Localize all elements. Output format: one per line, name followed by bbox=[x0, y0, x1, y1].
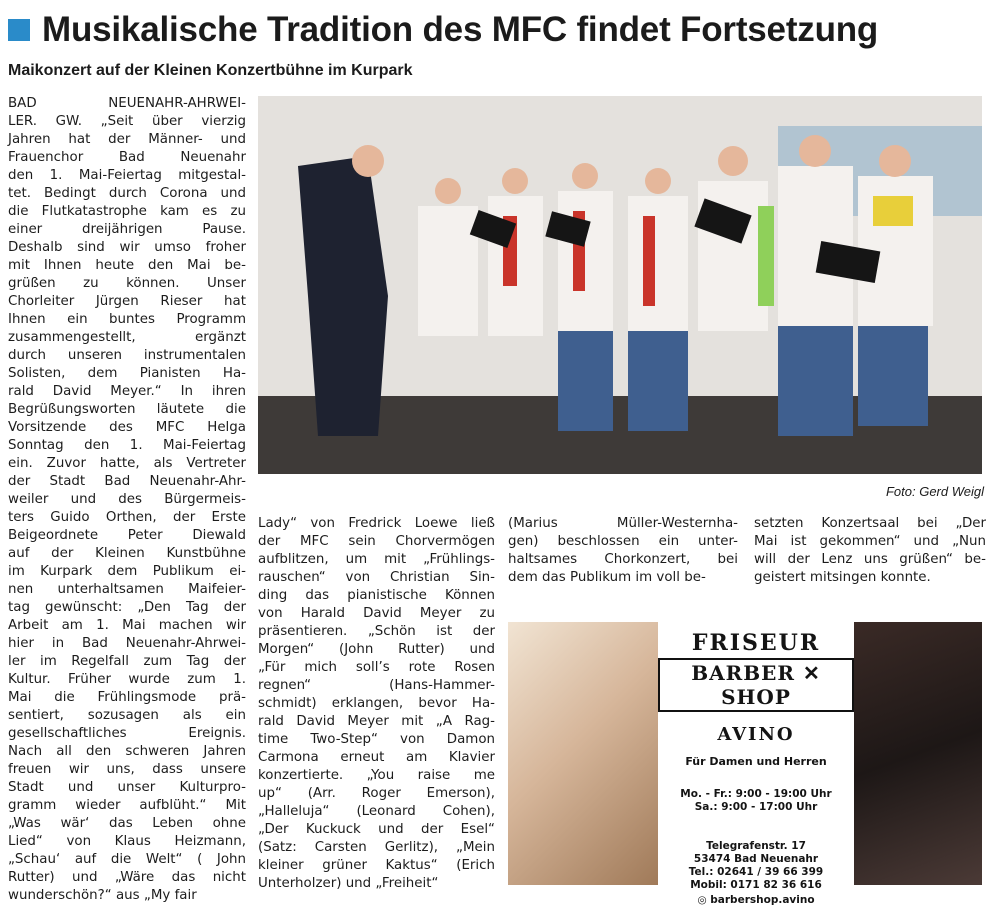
article-line: tet. Bedingt durch Corona und bbox=[8, 186, 246, 201]
article-line: Rutter) und „Wäre das nicht bbox=[8, 870, 246, 885]
article-line: up“ (Arr. Roger Emerson), bbox=[258, 786, 495, 801]
article-line: Jahren hat der Männer- und bbox=[8, 132, 246, 147]
article-line: grüßen zu können. Unser bbox=[8, 276, 246, 291]
article-line: mit Ihnen heute den Mai be- bbox=[8, 258, 246, 273]
instagram-icon: ◎ bbox=[697, 894, 711, 906]
article-line: Nach all den schweren Jahren bbox=[8, 744, 246, 759]
article-line: der MFC sein Chorvermögen bbox=[258, 534, 495, 549]
article-line: tag gewünscht: „Den Tag der bbox=[8, 600, 246, 615]
ad-barber-image bbox=[854, 622, 982, 885]
article-line: Beigeordnete Peter Diewald bbox=[8, 528, 246, 543]
headline-marker bbox=[8, 19, 30, 41]
ad-hours-saturday: Sa.: 9:00 - 17:00 Uhr bbox=[694, 801, 818, 813]
article-line: Morgen“ (John Rutter) und bbox=[258, 642, 495, 657]
article-line: „Halleluja“ (Leonard Cohen), bbox=[258, 804, 495, 819]
article-line: Begrüßungsworten läutete die bbox=[8, 402, 246, 417]
article-line: von Harald David Meyer zu bbox=[258, 606, 495, 621]
article-line: (Satz: Carsten Gerlitz), „Mein bbox=[258, 840, 495, 855]
article-line: Arbeit am 1. Mai machen wir bbox=[8, 618, 246, 633]
article-line: konzertierte. „You raise me bbox=[258, 768, 495, 783]
choir-photo bbox=[258, 96, 982, 474]
subheadline: Maikonzert auf der Kleinen Konzertbühne im Kurpark bbox=[8, 62, 413, 79]
article-line: Kultur. Früher wurde zum 1. bbox=[8, 672, 246, 687]
article-line: durch unseren instrumentalen bbox=[8, 348, 246, 363]
ad-contact bbox=[658, 840, 854, 892]
article-line: ding das pianistische Können bbox=[258, 588, 495, 603]
article-line: ein. Zuvor hatte, als Vertreter bbox=[8, 456, 246, 471]
article-line: ler im Regelfall zum Tag der bbox=[8, 654, 246, 669]
article-line: Vorsitzende des MFC Helga bbox=[8, 420, 246, 435]
article-line: aufblitzen, um mit „Frühlings- bbox=[258, 552, 495, 567]
headline: Musikalische Tradition des MFC findet Fortsetzung bbox=[42, 10, 879, 49]
article-line: Lady“ von Fredrick Loewe ließ bbox=[258, 516, 495, 531]
article-line: die Flutkatastrophe kam es zu bbox=[8, 204, 246, 219]
article-line: rald David Meyer mit „A Rag- bbox=[258, 714, 495, 729]
barbershop-advertisement bbox=[508, 622, 982, 906]
article-line: hier in Bad Neuenahr-Ahrwei- bbox=[8, 636, 246, 651]
article-line: (Marius Müller-Westernha- bbox=[508, 516, 738, 531]
headline-block bbox=[8, 10, 878, 50]
ad-instagram bbox=[658, 894, 854, 907]
article-line: zusammengestellt, ergänzt bbox=[8, 330, 246, 345]
article-column-1 bbox=[8, 95, 246, 905]
article-line: freuen wir uns, dass unsere bbox=[8, 762, 246, 777]
article-line: LER. GW. „Seit über vierzig bbox=[8, 114, 246, 129]
article-line: time Two-Step“ von Damon bbox=[258, 732, 495, 747]
ad-street: Telegrafenstr. 17 bbox=[706, 840, 806, 852]
article-line: Frauenchor Bad Neuenahr bbox=[8, 150, 246, 165]
article-line: Solisten, dem Pianisten Ha- bbox=[8, 366, 246, 381]
article-line: haltsames Chorkonzert, bei bbox=[508, 552, 738, 567]
article-line: wunderschön?“ aus „My fair bbox=[8, 888, 197, 903]
ad-instagram-handle: barbershop.avino bbox=[710, 894, 815, 906]
article-line: präsentieren. „Schön ist der bbox=[258, 624, 495, 639]
ad-title: FRISEUR bbox=[691, 630, 821, 656]
article-line: will der Lenz uns grüßen“ be- bbox=[754, 552, 986, 567]
article-line: Chorleiter Jürgen Rieser hat bbox=[8, 294, 246, 309]
article-column-2 bbox=[258, 515, 495, 893]
article-line: Mai die Frühlingsmode prä- bbox=[8, 690, 246, 705]
ad-barbershop-label: BARBER ✕ SHOP bbox=[658, 658, 854, 712]
article-line: regnen“ (Hans-Hammer- bbox=[258, 678, 495, 693]
ad-phone: Tel.: 02641 / 39 66 399 bbox=[688, 866, 824, 878]
article-line: „Für mich soll’s rote Rosen bbox=[258, 660, 495, 675]
article-line: im Kurpark dem Publikum ei- bbox=[8, 564, 246, 579]
photo-credit: Foto: Gerd Weigl bbox=[885, 484, 984, 499]
ad-mobile: Mobil: 0171 82 36 616 bbox=[690, 879, 822, 891]
article-line: Deshalb sind wir umso froher bbox=[8, 240, 246, 255]
choir-photo-illustration bbox=[258, 96, 982, 474]
ad-hours bbox=[658, 788, 854, 814]
article-line: der Stadt Bad Neuenahr-Ahr- bbox=[8, 474, 246, 489]
article-line: Ihnen ein buntes Programm bbox=[8, 312, 246, 327]
article-line: auf der Kleinen Kunstbühne bbox=[8, 546, 246, 561]
article-line: Carmona erneut am Klavier bbox=[258, 750, 495, 765]
article-line: „Der Kuckuck und der Esel“ bbox=[258, 822, 495, 837]
ad-hours-weekday: Mo. - Fr.: 9:00 - 19:00 Uhr bbox=[680, 788, 832, 800]
article-line: geistert mitsingen konnte. bbox=[754, 570, 931, 585]
article-line: rauschen“ von Christian Sin- bbox=[258, 570, 495, 585]
article-line: gen) beschlossen ein unter- bbox=[508, 534, 738, 549]
article-line: Sonntag den 1. Mai-Feiertag bbox=[8, 438, 246, 453]
article-line: BAD NEUENAHR-AHRWEI- bbox=[8, 96, 246, 111]
article-line: sentiert, sozusagen als ein bbox=[8, 708, 246, 723]
article-line: „Schau‘ auf die Welt“ ( John bbox=[8, 852, 246, 867]
article-line: gesellschaftliches Ereignis. bbox=[8, 726, 246, 741]
ad-text-panel bbox=[658, 622, 854, 906]
article-line: kleiner grüner Kaktus“ (Erich bbox=[258, 858, 495, 873]
article-line: gramm wieder aufblüht.“ Mit bbox=[8, 798, 246, 813]
article-line: ters Guido Orthen, der Erste bbox=[8, 510, 246, 525]
article-line: setzten Konzertsaal bei „Der bbox=[754, 516, 986, 531]
article-line: Mai ist gekommen“ und „Nun bbox=[754, 534, 986, 549]
article-line: einer dreijährigen Pause. bbox=[8, 222, 246, 237]
article-line: weiler und des Bürgermeis- bbox=[8, 492, 246, 507]
article-line: rald David Meyer.“ In ihren bbox=[8, 384, 246, 399]
ad-hairstyle-image bbox=[508, 622, 658, 885]
article-line: schmidt) erklangen, bevor Ha- bbox=[258, 696, 495, 711]
article-line: nen unterhaltsamen Maifeier- bbox=[8, 582, 246, 597]
ad-city: 53474 Bad Neuenahr bbox=[693, 853, 819, 865]
ad-brand: AVINO bbox=[717, 724, 795, 745]
article-line: Lied“ von Klaus Heizmann, bbox=[8, 834, 246, 849]
article-column-4 bbox=[754, 515, 986, 587]
ad-tagline: Für Damen und Herren bbox=[685, 755, 827, 768]
article-line: dem das Publikum im voll be- bbox=[508, 570, 706, 585]
article-line: den 1. Mai-Feiertag mitgestal- bbox=[8, 168, 246, 183]
article-column-3 bbox=[508, 515, 738, 587]
article-line: Stadt und unser Kulturpro- bbox=[8, 780, 246, 795]
article-line: „Was wär‘ das Leben ohne bbox=[8, 816, 246, 831]
article-line: Unterholzer) und „Freiheit“ bbox=[258, 876, 439, 891]
